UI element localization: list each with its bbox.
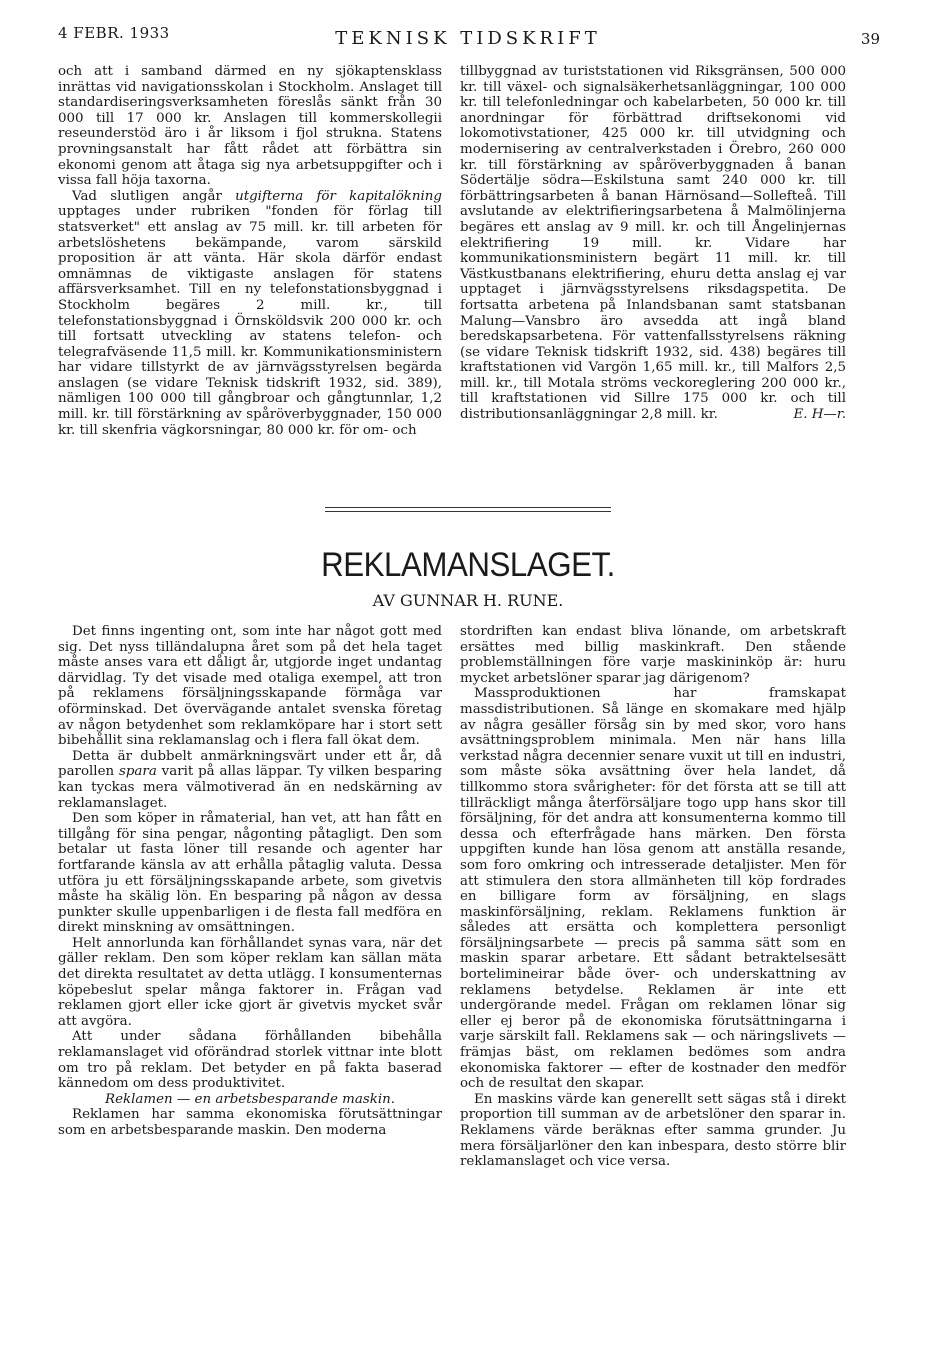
paragraph: stordriften kan endast bliva lönande, om arbetskraft ersättes med billig maskinkraft. Den stående problemställningen före varje maskininköp är: huru mycket arbetslöner sparar jag därigenom? <box>460 624 846 686</box>
header-date: 4 FEBR. 1933 <box>58 24 170 42</box>
header-journal-title: TEKNISK TIDSKRIFT <box>335 28 601 49</box>
paragraph: Att under sådana förhållanden bibehålla reklamanslaget vid oförändrad storlek vittnar inte blott om tro på reklam. Det betyder en på fakta baserad kännedom om dess produktivitet. <box>58 1029 442 1092</box>
paragraph <box>460 64 846 423</box>
section-subheading: Reklamen — en arbetsbesparande maskin. <box>105 1091 395 1107</box>
article-title: REKLAMANSLAGET. <box>321 546 615 584</box>
article-column-2 <box>460 624 846 1170</box>
paragraph: och att i samband därmed en ny sjökaptensklass inrättas vid navigationsskolan i Stockholm. Anslaget till standardiseringsverksamheten föreslås sänkt från 30 000 till 17 000 kr. Anslagen till kommerskollegii reseunderstöd äro i år liksom i fjol strukna. Statens provningsanstalt har fått rådet att förbättra sin ekonomi genom att åtaga sig nya arbetsuppgifter och i vissa fall höja taxorna. <box>58 64 442 189</box>
emphasis: utgifterna för kapitalökning <box>235 188 442 204</box>
emphasis: spara <box>118 764 157 780</box>
text-run: upptages under rubriken "fonden för förlag till statsverket" ett anslag av 75 mill. kr. till arbeten för arbetslöshetens bekämpande, varom särskild proposition är att vänta. Här skola därför endast omnämnas de viktigaste anslagen för statens affärsverksamhet. Till en ny telefonstationsbyggnad i Stockholm begäres 2 mill. kr., till telefonstationsbyggnad i Örnsköldsvik 200 000 kr. och till fortsatt utveckling av statens telefon- och telegrafväsende 11,5 mill. kr. Kommunikationsministern har vidare tillstyrkt de av järnvägsstyrelsen begärda anslagen (se vidare Teknisk tidskrift 1932, sid. 389), nämligen 100 000 till gångbroar och gångtunnlar, 1,2 mill. kr. till förstärkning av spåröverbyggnader, 150 000 kr. till skenfria vägkorsningar, 80 000 kr. för om- och <box>58 204 442 438</box>
paragraph: En maskins värde kan generellt sett sägas stå i direkt proportion till summan av de arbetslöner den sparar in. Reklamens värde beräknas efter samma grunder. Ju mera försäljarlöner den kan inbespara, desto större blir reklamanslaget och vice versa. <box>460 1091 846 1170</box>
paragraph: Reklamen har samma ekonomiska förutsättningar som en arbetsbesparande maskin. Den moderna <box>58 1107 442 1138</box>
section-divider <box>325 511 611 512</box>
article-byline: AV GUNNAR H. RUNE. <box>372 591 564 610</box>
section-divider <box>325 507 611 508</box>
paragraph: Den som köper in råmaterial, han vet, att han fått en tillgång för sina pengar, någonting påtagligt. Den som betalar ut fasta löner till resande och agenter har fortfarande känsla av att erhålla påtaglig valuta. Dessa utföra ju ett försäljningsskapande arbete, som givetvis måste ha skälig lön. En besparing på någon av dessa punkter skulle uppenbarligen i de flesta fall medföra en direkt minskning av omsättningen. <box>58 811 442 936</box>
text-run: tillbyggnad av turiststationen vid Riksgränsen, 500 000 kr. till växel- och signalsäkerhetsanläggningar, 100 000 kr. till telefonledningar och kabelarbeten, 50 000 kr. till anordningar för förbättrad driftsekonomi vid lokomotivstationer, 425 000 kr. till utvidgning och modernisering av centralverkstaden i Örebro, 260 000 kr. till förstärkning av spåröverbyggnaden å banan Södertälje södra—Eskilstuna samt 240 000 kr. till förbättringsarbeten å banan Härnösand—Sollefteå. Till avslutande av elektrifieringsarbetena å Malmölinjerna begäres ett anslag av 9 mill. kr. och till Ångelinjernas elektrifiering 19 mill. kr. Vidare har kommunikationsministern begärt 11 mill. kr. till Västkustbanans elektrifiering, ehuru detta anslag ej var upptaget i järnvägsstyrelsens riksdagspetita. De fortsatta arbetena på Inlandsbanan samt statsbanan Malung—Vansbro äro avsedda att ingå bland beredskapsarbetena. För vattenfallsstyrelsens räkning (se vidare Teknisk tidskrift 1932, sid. 438) begäres till kraftstationen vid Vargön 1,65 mill. kr., till Malfors 2,5 mill. kr., till Motala ströms veckoreglering 200 000 kr., till kraftstationen vid Sillre 175 000 kr. och till distributionsanläggningar 2,8 mill. kr. <box>460 64 846 423</box>
paragraph: Det finns ingenting ont, som inte har något gott med sig. Det nyss tilländalupna året som på det hela taget måste anses vara ett dåligt år, utgjorde inget undantag därvidlag. Ty det visade med otaliga exempel, att tron på reklamens försäljningsskapande förmåga var oförminskad. Det övervägande antalet svenska företag av någon betydenhet som reklamköpare har i stort sett bibehållit sina reklamanslag och i flera fall ökat dem. <box>58 624 442 749</box>
text-run: Detta är dubbelt anmärkningsvärt under ett år, då parollen <box>58 748 442 780</box>
author-signature: E. H—r. <box>793 407 846 423</box>
article-column-1 <box>58 624 442 1139</box>
text-run: Vad slutligen angår <box>72 188 236 204</box>
text-run: varit på allas läppar. Ty vilken besparing kan tyckas mera välmotiverad än en nedskärning av reklamanslaget. <box>58 764 442 811</box>
paragraph <box>58 189 442 439</box>
prev-article-column-1 <box>58 64 442 438</box>
prev-article-column-2 <box>460 64 846 423</box>
header-page-number: 39 <box>860 30 880 48</box>
paragraph: Massproduktionen har framskapat massdistributionen. Så länge en skomakare med hjälp av några gesäller försåg sin by med skor, voro hans avsättningsproblem minimala. Men när hans lilla verkstad några decennier senare vuxit ut till en industri, som måste söka avsättning över hela landet, då tillkommo stora svårigheter: för det första att se till att tillräckligt många återförsäljare togo upp hans skor till försäljning, för det andra att konsumenterna kommo till dessa och efterfrågade hans märken. Den första uppgiften kunde han lösa genom att anställa resande, som foro omkring och intresserade detaljister. Men för att stimulera den stora allmänheten till köp fordrades en billigare form av försäljning, en slags maskinförsäljning, reklam. Reklamens funktion är således att ersätta och komplettera personligt försäljningsarbete — precis på samma sätt som en maskin sparar arbetare. Ett sådant betraktelsesätt bortelimineirar både över- och underskattning av reklamens betydelse. Reklamen är inte ett undergörande medel. Frågan om reklamen lönar sig eller ej beror på de ekonomiska förutsättningarna i varje särskilt fall. Reklamens sak — och näringslivets — främjas bäst, om reklamen bedömes som andra ekonomiska faktorer — efter de kostnader den medför och de resultat den skapar. <box>460 686 846 1092</box>
paragraph: Helt annorlunda kan förhållandet synas vara, när det gäller reklam. Den som köper reklam kan sällan mäta det direkta resultatet av detta utlägg. I konsumenternas köpebeslut spelar många faktorer in. Frågan vad reklamen gjort eller icke gjort är givetvis mycket svår att avgöra. <box>58 935 442 1029</box>
paragraph <box>58 749 442 811</box>
